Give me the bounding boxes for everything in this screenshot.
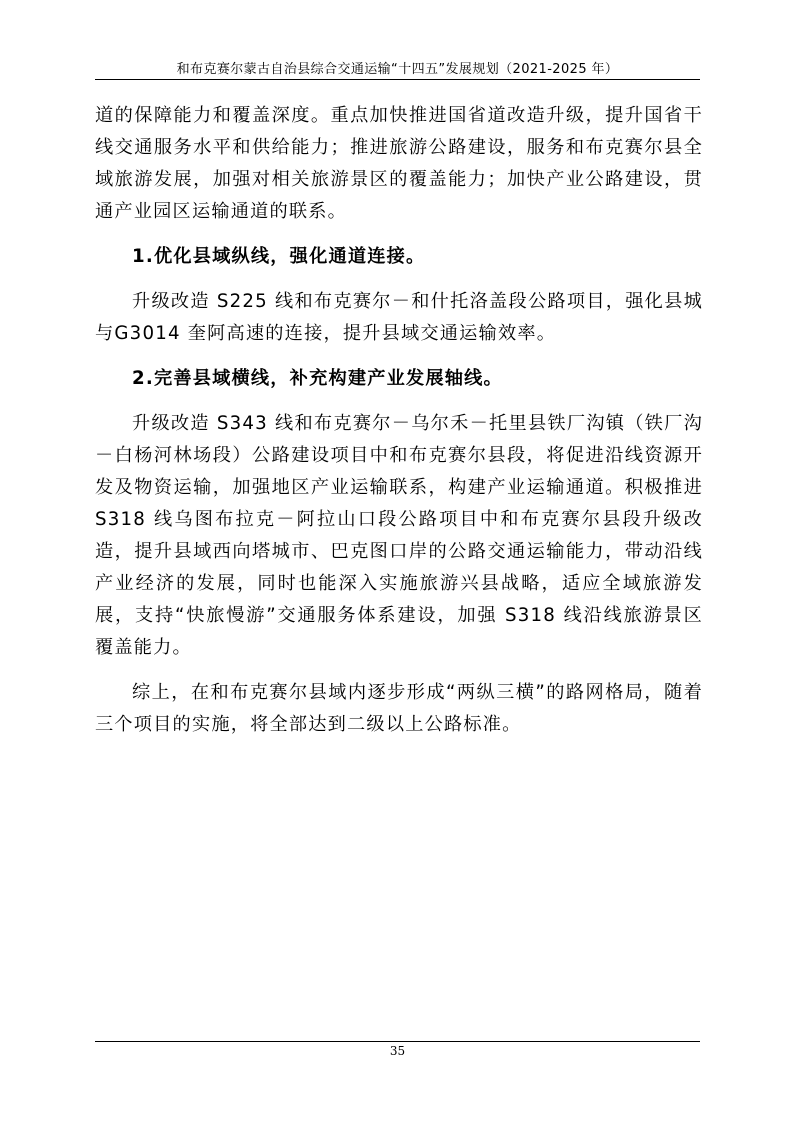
section-heading-1: 1.优化县域纵线，强化通道连接。 [132,246,426,267]
section-heading-2: 2.完善县域横线，补充构建产业发展轴线。 [132,368,503,389]
spacer [95,350,703,363]
spacer [95,273,703,286]
section-1-paragraph: 升级改造 S225 线和布克赛尔－和什托洛盖段公路项目，强化县城与G3014 奎阿高速的连接，提升县域交通运输效率。 [95,291,703,344]
summary-paragraph: 综上，在和布克赛尔县域内逐步形成“两纵三横”的路网格局，随着三个项目的实施，将全部达到二级以上公路标准。 [95,682,703,735]
running-header: 和布克赛尔蒙古自治县综合交通运输“十四五”发展规划（2021-2025 年） [176,62,619,77]
spacer [95,395,703,408]
section-2-paragraph: 升级改造 S343 线和布克赛尔－乌尔禾－托里县铁厂沟镇（铁厂沟－白杨河林场段）公路建设项目中和布克赛尔县段，将促进沿线资源开发及物资运输，加强地区产业运输联系，构建产业运输通道。积极推进 S318 线乌图布拉克－阿拉山口段公路项目中和布克赛尔县段升级改造，提升县域西向塔城市、巴克图口岸的公路交通运输能力，带动沿线产业经济的发展，同时也能深入实施旅游兴县战略，适应全域旅游发展，支持“快旅慢游”交通服务体系建设，加强 S318 线沿线旅游景区覆盖能力。 [95,413,703,658]
intro-paragraph: 道的保障能力和覆盖深度。重点加快推进国省道改造升级，提升国省干线交通服务水平和供给能力；推进旅游公路建设，服务和布克赛尔县全域旅游发展，加强对相关旅游景区的覆盖能力；加快产业公路建设，贯通产业园区运输通道的联系。 [95,105,703,222]
page-body [95,100,703,741]
header-divider [95,79,700,80]
footer-divider [95,1041,700,1042]
page-number: 35 [389,1044,406,1058]
spacer [95,228,703,241]
spacer [95,664,703,677]
